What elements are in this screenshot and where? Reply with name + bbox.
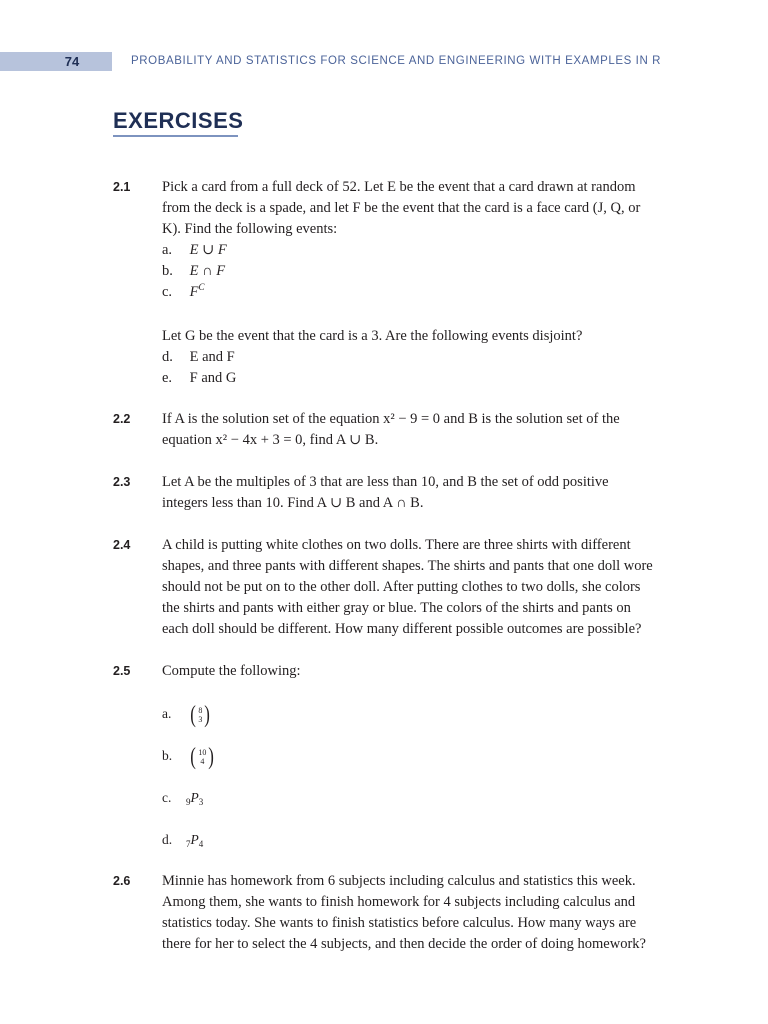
exercise-text-line: Compute the following: bbox=[162, 663, 301, 679]
permutation-symbol: P bbox=[190, 832, 199, 847]
exercise-subpart-b bbox=[162, 261, 682, 282]
permutation-n: 7 bbox=[186, 839, 191, 849]
subpart-label: a. bbox=[162, 706, 172, 722]
subpart-text: F bbox=[189, 284, 199, 300]
subpart-label: e. bbox=[162, 370, 173, 386]
complement-superscript: C bbox=[198, 282, 205, 292]
subpart-label: c. bbox=[162, 284, 173, 300]
exercise-text-line: the shirts and pants with either gray or blue. The colors of the shirts and pants on bbox=[162, 600, 631, 616]
permutation-r: 3 bbox=[198, 797, 204, 807]
exercise-subpart-e bbox=[162, 368, 682, 389]
exercise-text-line: Let G be the event that the card is a 3. Are the following events disjoint? bbox=[162, 328, 583, 344]
permutation-r: 4 bbox=[198, 839, 204, 849]
permutation-symbol: P bbox=[190, 790, 199, 805]
exercise-text-line: K). Find the following events: bbox=[162, 221, 338, 237]
subpart-text: E and F bbox=[189, 349, 235, 365]
exercise-number: 2.4 bbox=[113, 538, 131, 552]
exercise-text-line: shapes, and three pants with different shapes. The shirts and pants that one doll wore bbox=[162, 558, 653, 574]
exercise-text-line: there for her to select the 4 subjects, and then decide the order of doing homework? bbox=[162, 936, 646, 952]
subpart-text: E ∪ F bbox=[189, 242, 227, 258]
subpart-label: d. bbox=[162, 832, 173, 847]
exercise-text-line: Let A be the multiples of 3 that are less than 10, and B the set of odd positive bbox=[162, 474, 609, 490]
exercise-text-line: each doll should be different. How many different possible outcomes are possible? bbox=[162, 621, 642, 637]
exercise-number: 2.6 bbox=[113, 874, 131, 888]
subpart-label: c. bbox=[162, 790, 172, 805]
subpart-text: E ∩ F bbox=[189, 263, 226, 279]
binomial-bottom: 3 bbox=[198, 715, 203, 724]
exercise-subpart-c bbox=[162, 282, 682, 303]
exercise-number: 2.2 bbox=[113, 412, 131, 426]
subpart-label: d. bbox=[162, 349, 173, 365]
subpart-text: F and G bbox=[189, 370, 237, 386]
exercise-text-line: Pick a card from a full deck of 52. Let E be the event that a card drawn at random bbox=[162, 179, 636, 195]
exercise-subpart-d bbox=[162, 347, 682, 368]
exercise-text-line: from the deck is a spade, and let F be the event that the card is a face card (J, Q, or bbox=[162, 200, 641, 216]
exercise-subpart-a bbox=[162, 240, 682, 261]
exercise-text-line: Minnie has homework from 6 subjects including calculus and statistics this week. bbox=[162, 873, 636, 889]
section-title: EXERCISES bbox=[113, 108, 244, 133]
exercise-number: 2.3 bbox=[113, 475, 131, 489]
binomial-bottom: 4 bbox=[200, 757, 205, 766]
exercise-text-line: A child is putting white clothes on two dolls. There are three shirts with different bbox=[162, 537, 631, 553]
exercise-text-line: should not be put on to the other doll. After putting clothes to two dolls, she colors bbox=[162, 579, 641, 595]
binomial-top: 10 bbox=[198, 748, 207, 757]
exercise-text-line: statistics today. She wants to finish statistics before calculus. How many ways are bbox=[162, 915, 637, 931]
binomial-coefficient: ( 8 3 ) bbox=[190, 702, 211, 728]
exercise-subpart-d bbox=[162, 829, 682, 850]
exercise-text-line: equation x² − 4x + 3 = 0, find A ∪ B. bbox=[162, 432, 379, 448]
exercise-text-line: If A is the solution set of the equation x² − 9 = 0 and B is the solution set of the bbox=[162, 411, 620, 427]
subpart-label: b. bbox=[162, 263, 173, 279]
subpart-label: b. bbox=[162, 748, 173, 764]
exercise-subpart-c bbox=[162, 787, 682, 808]
section-title-underline bbox=[113, 135, 238, 137]
permutation-n: 9 bbox=[186, 797, 191, 807]
exercise-text-line: integers less than 10. Find A ∪ B and A ∩ B. bbox=[162, 495, 424, 511]
exercise-number: 2.5 bbox=[113, 664, 131, 678]
page-number: 74 bbox=[64, 54, 80, 69]
running-head: PROBABILITY AND STATISTICS FOR SCIENCE AND ENGINEERING WITH EXAMPLES IN R bbox=[131, 55, 662, 67]
exercise-subpart-a bbox=[162, 703, 682, 727]
exercise-number: 2.1 bbox=[113, 180, 131, 194]
exercise-text-line: Among them, she wants to finish homework for 4 subjects including calculus and bbox=[162, 894, 636, 910]
binomial-top: 8 bbox=[198, 706, 203, 715]
subpart-label: a. bbox=[162, 242, 173, 258]
binomial-coefficient: ( 10 4 ) bbox=[190, 744, 215, 770]
exercise-subpart-b bbox=[162, 745, 682, 769]
